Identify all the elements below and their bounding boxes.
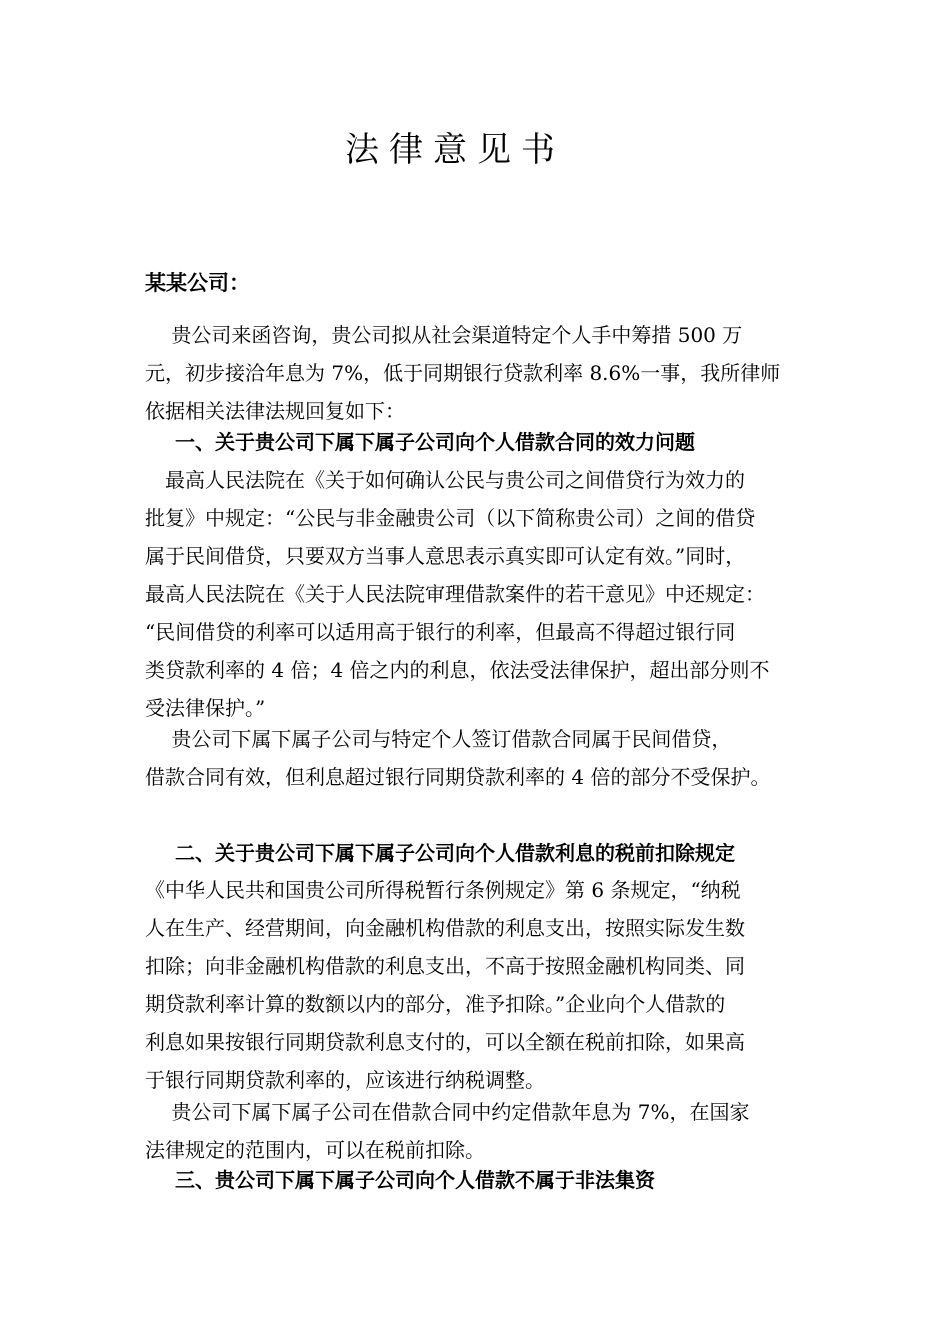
paragraph-line: 受法律保护。”	[145, 696, 266, 720]
paragraph-line: 批复》中规定：“公民与非金融贵公司（以下简称贵公司）之间的借贷	[145, 506, 756, 530]
paragraph-line: 贵公司下属下属子公司在借款合同中约定借款年息为 7%，在国家	[145, 1100, 750, 1124]
paragraph-line: 类贷款利率的 4 倍；4 倍之内的利息，依法受法律保护，超出部分则不	[145, 658, 770, 682]
paragraph-line: 属于民间借贷，只要双方当事人意思表示真实即可认定有效。”同时，	[145, 544, 746, 568]
section-2-paragraph-1	[145, 871, 825, 1099]
paragraph-line: 贵公司下属下属子公司与特定个人签订借款合同属于民间借贷，	[145, 727, 732, 751]
section-1-heading: 一、关于贵公司下属下属子公司向个人借款合同的效力问题	[175, 430, 695, 454]
section-2-paragraph-2	[145, 1093, 825, 1169]
section-3-heading: 三、贵公司下属下属子公司向个人借款不属于非法集资	[175, 1168, 655, 1192]
intro-line: 元，初步接洽年息为 7%，低于同期银行贷款利率 8.6%一事，我所律师	[145, 361, 781, 385]
paragraph-line: 最高人民法院在《关于如何确认公民与贵公司之间借贷行为效力的	[145, 468, 745, 492]
paragraph-line: 利息如果按银行同期贷款利息支付的，可以全额在税前扣除，如果高	[145, 1030, 745, 1054]
paragraph-line: 最高人民法院在《关于人民法院审理借款案件的若干意见》中还规定：	[145, 582, 765, 606]
document-title: 法律意见书	[345, 130, 565, 170]
section-2-heading: 二、关于贵公司下属下属子公司向个人借款利息的税前扣除规定	[175, 841, 735, 865]
paragraph-line: 借款合同有效，但利息超过银行同期贷款利率的 4 倍的部分不受保护。	[145, 765, 771, 789]
section-1-paragraph-1	[145, 461, 825, 727]
paragraph-line: 期贷款利率计算的数额以内的部分，准予扣除。”企业向个人借款的	[145, 992, 726, 1016]
paragraph-line: 《中华人民共和国贵公司所得税暂行条例规定》第 6 条规定，“纳税	[145, 878, 741, 902]
intro-paragraph	[145, 316, 825, 430]
section-1-paragraph-2	[145, 720, 825, 796]
paragraph-line: 人在生产、经营期间，向金融机构借款的利息支出，按照实际发生数	[145, 916, 745, 940]
paragraph-line: 扣除；向非金融机构借款的利息支出，不高于按照金融机构同类、同	[145, 954, 745, 978]
paragraph-line: 于银行同期贷款利率的，应该进行纳税调整。	[145, 1068, 545, 1092]
intro-line: 依据相关法律法规回复如下：	[145, 399, 405, 423]
intro-line: 贵公司来函咨询，贵公司拟从社会渠道特定个人手中筹措 500 万	[145, 323, 743, 347]
paragraph-line: 法律规定的范围内，可以在税前扣除。	[145, 1138, 485, 1162]
addressee: 某某公司：	[145, 271, 250, 295]
paragraph-line: “民间借贷的利率可以适用高于银行的利率，但最高不得超过银行同	[145, 620, 736, 644]
